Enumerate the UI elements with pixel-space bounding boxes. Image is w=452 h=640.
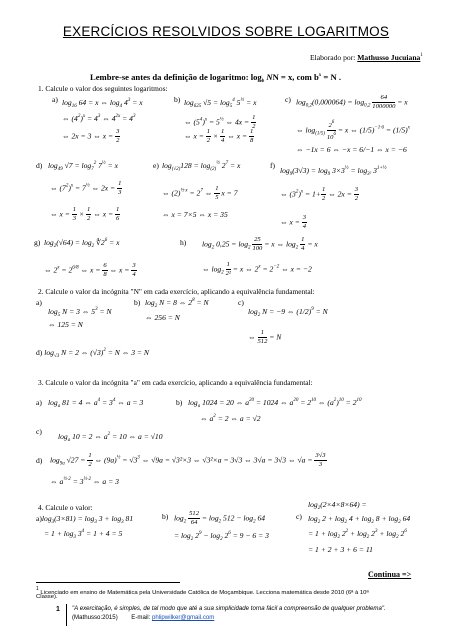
q2a-line1: $\log_5 N = 3$ ⇔ $5^3 = N$ (48, 307, 112, 318)
q2b-label: b) (134, 298, 141, 307)
q4c-line1: $\log_2(2\times 4\times 8\times 64)$ = (308, 500, 367, 511)
q1d-label: d) (36, 161, 43, 170)
question-4-heading: 4. Calcule o valor: (38, 503, 93, 512)
q3c-label: c) (36, 427, 42, 436)
q3d-line1: $\log_{9a} √27$ = $\frac{1}{2}$ ⇔ $(9a)^{\frac{1}{2}} = √3^3$ ⇔ √9a = √3²×3 ⇔ √3²×a = 3√3 ⇔ 3√a = 3√3 ⇔ √a = $\frac{3√3}{3}$ (50, 452, 326, 468)
q4c-line4: = 1 + 2 + 3 + 6 = 11 (308, 545, 373, 554)
q1a-line2: ⇔ $(4^2)^x = 4^3$ ⇔ $4^{2x} = 4^3$ (62, 114, 136, 123)
q2d-line1: d) $\log_{√3} N = 2$ ⇔ $(√3)^2 = N$ ⇔ 3 = N (36, 348, 149, 359)
q1e-line1: $\log_{(√2)}128 = \log_{(2)}^{\frac{1}{2}} 2^7 = x$ (162, 161, 241, 172)
q1c-line1: $\log_{0,2}(0,000064) = \log_{0,2}$ $\frac{64}{1000000}$ = x (296, 94, 408, 110)
q3d-label: d) (36, 456, 43, 465)
q4b-line2: = $\log_2 2^9 - \log_2 2^6 = 9 - 6 = 3$ (174, 531, 269, 542)
footnote-line2: Classe). (36, 594, 58, 600)
q3a-line1: $\log_a 81 = 4$ ⇔ $a^4 = 3^4$ ⇔ a = 3 (48, 398, 144, 409)
q1b-line2: ⇔ $(5^4)^x = 5^{\frac{1}{2}}$ ⇔ 4x = $\frac{1}{2}$ (184, 114, 256, 130)
author-line (310, 53, 423, 62)
q1c-line3: ⇔ −1x = 6 ⇔ −x = 6/−1 ⇔ x = −6 (296, 145, 407, 154)
q1h-label: h) (180, 238, 187, 247)
q3b-line1: $\log_a 1024 = 20$ ⇔ $a^{20} = 1024$ ⇔ $a^{20} = 2^{10}$ ⇔ $(a^2)^{10} = 2^{10}$ (188, 398, 362, 409)
q1b-line3: ⇔ x = $\frac{1}{2}$ × $\frac{1}{4}$ ⇔ x = $\frac{1}{8}$ (184, 128, 254, 144)
q4c-line3: = $1 + \log_2 2^2 + \log_2 2^3 + \log_2 2^6$ (308, 529, 407, 540)
question-3-heading: 3. Calcule o valor da incógnita "a" em cada exercício, aplicando a equivalência fundamental: (38, 378, 313, 387)
author-prefix: Elaborado por: (310, 53, 358, 62)
page-number: 1 (56, 606, 60, 613)
question-2-heading: 2. Calcule o valor da incógnita "N" em cada exercício, aplicando a equivalência fundamental: (38, 287, 315, 296)
q2b-line1: $\log_2 N = 8$ ⇔ $2^8 = N$ (145, 298, 209, 309)
footer-divider (66, 604, 67, 626)
q1e-label: e) (153, 161, 159, 170)
q1f-line2: ⇔ $(3^2)^x = 1+$ $\frac{1}{2}$ ⇔ 2x = $\frac{3}{2}$ (280, 186, 359, 202)
q1b-line1: $\log_{625} √5 = \log_5^4 5^{\frac{1}{2}} = x$ (184, 98, 257, 109)
q1g-line2: ⇔ $2^x = 2^{6/8}$ ⇔ x = $\frac{6}{8}$ ⇔ x = $\frac{3}{4}$ (44, 262, 136, 278)
q4b-line1: $\log_2$ $\frac{512}{64}$ = $\log_2 512 - \log_2 64$ (174, 510, 266, 526)
q1c-line2: ⇔ $\log_{(1/5)}$ $\frac{2^6}{10^6}$ = x ⇔ $(1/5)^{-1\cdot 6} = (1/5)^x$ (296, 120, 410, 141)
q1a-line3: ⇔ 2x = 3 ⇔ x = $\frac{3}{2}$ (62, 128, 120, 144)
q1d-line1: $\log_{49} √7 = \log_7^2 7^{\frac{1}{2}} = x$ (48, 161, 118, 172)
q1e-line2: ⇔ $(2)^{\frac{1}{2}\cdot x} = 2^7$ ⇔ $\frac{1}{5}$ x = 7 (162, 185, 238, 201)
q1a-label: a) (52, 95, 58, 104)
q1g-line1: $\log_2(√64) = \log_2$ $∜2^6 = x$ (44, 238, 120, 249)
q1g-label: g) (34, 238, 41, 247)
q2b-line2: ⇔ 256 = N (145, 313, 180, 322)
q1b-label: b) (174, 95, 181, 104)
q4c-label: c) (296, 512, 302, 521)
document-title: EXERCÍCIOS RESOLVIDOS SOBRE LOGARITMOS (62, 24, 390, 39)
footnote-line1: $^1$ Licenciado em ensino de Matemática pela Universidade Católica de Moçambique. Lecciona matemática desde 2010 (6ª à 10ª (36, 586, 369, 596)
q1h-line1: $\log_2 0,25 = \log_2$ $\frac{25}{100}$ = x ⇔ $\log_2$ $\frac{1}{4}$ = x (202, 236, 318, 252)
footer-quote: "A exercitação, é simples, de tal modo que até a sua simplicidade torna fácil a compreensão de qualquer problema". (72, 605, 386, 612)
q2a-line2: ⇔ 125 = N (48, 320, 83, 329)
q1c-label: c) (285, 95, 291, 104)
footnote-separator (36, 582, 180, 583)
q3b-line2: ⇔ $a^2 = 2$ ⇔ a = √2 (200, 414, 261, 423)
q4a-line1: $a)\log_3(3\times 81) = \log_3 3 + \log_3 81$ (36, 514, 134, 525)
q2c-label: c) (238, 298, 244, 307)
q3a-label: a) (36, 398, 42, 407)
q1a-line1: $\log_{16} 64 = x$ ⇔ $\log_4 4^3 = x$ (62, 98, 143, 109)
q1d-line2: ⇔ $(7^2)^x = 7^{\frac{1}{2}}$ ⇔ 2x = $\frac{1}{3}$ (50, 180, 122, 196)
author-email-link[interactable]: phlipwilker@gmail.com (151, 614, 215, 621)
q1f-line3: ⇔ x = $\frac{3}{4}$ (280, 214, 307, 230)
q4c-line2: $\log_2 2 + \log_2 4 + \log_2 8 + \log_2 64$ (308, 514, 411, 525)
q2a-label: a) (36, 298, 42, 307)
logarithm-definition: Lembre-se antes da definição de logaritmo: $\log_b$ NN = x, com $b^x = N$ . (90, 72, 341, 84)
question-1-heading: 1. Calcule o valor dos seguintes logaritmos: (38, 84, 168, 93)
q1e-line3: ⇔ x = 7×5 ⇔ x = 35 (162, 210, 228, 219)
footer-quote-attribution: (Mathusso:2015) E-mail: phlipwilker@gmail.com (72, 614, 215, 621)
author-footnote-mark: 1 (420, 53, 423, 58)
author-name: Mathusso Jucuiana (357, 53, 421, 62)
q4b-label: b) (162, 512, 169, 521)
continue-marker: Continua => (368, 570, 412, 579)
q1h-line2: ⇔ $\log_2$ $\frac{1}{\text{2²}}$ = x ⇔ $2^x = 2^{-2}$ ⇔ x = −2 (202, 261, 312, 277)
q1d-line3: ⇔ x = $\frac{1}{3}$ × $\frac{1}{2}$ ⇔ x = $\frac{1}{6}$ (50, 206, 120, 222)
q2c-line1: $\log_2 N = -9$ ⇔ $(1/2)^9 = N$ (248, 307, 328, 318)
q2c-line2: ⇔ $\frac{1}{512}$ = N (248, 329, 282, 345)
q3c-line1: $\log_a 10 = 2$ ⇔ $a^2 = 10$ ⇔ a = √10 (58, 432, 163, 443)
q3d-line2: ⇔ $a^{\frac{1}{2}\cdot 2} = 3^{\frac{1}{2}\cdot 2}$ ⇔ a = 3 (50, 477, 119, 486)
q1f-line1: $\log_9(3√3) = \log_9 3\times 3^{\frac{1}{2}} = \log_{3^2} 3^{1+\frac{1}{2}}$ (280, 166, 387, 177)
q1f-label: f) (270, 161, 276, 170)
q4a-line2: = $1 + \log_3 3^4 = 1 + 4 = 5$ (44, 529, 123, 540)
q3b-label: b) (176, 398, 183, 407)
